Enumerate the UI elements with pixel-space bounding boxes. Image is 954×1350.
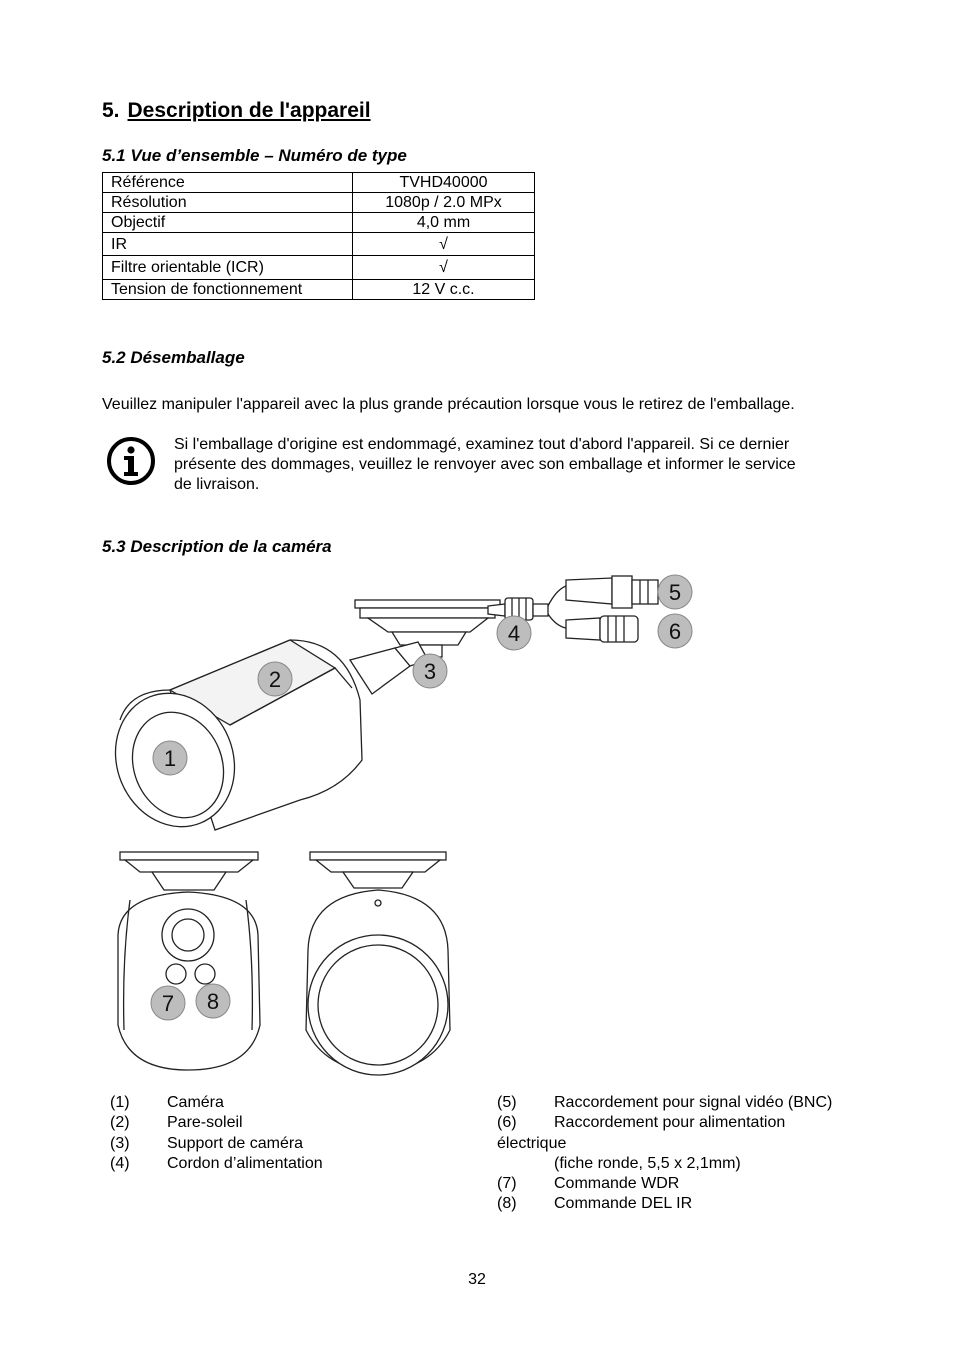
callout-4-label: 4 bbox=[507, 621, 521, 646]
list-item bbox=[497, 1154, 877, 1174]
callout-6-label: 6 bbox=[668, 619, 682, 644]
legend-text: Pare-soleil bbox=[167, 1114, 243, 1132]
spec-label: Référence bbox=[103, 173, 353, 193]
list-item bbox=[110, 1113, 450, 1133]
list-item bbox=[110, 1093, 450, 1113]
legend-number: (4) bbox=[110, 1154, 130, 1172]
callout-3-label: 3 bbox=[423, 659, 437, 684]
legend-left bbox=[110, 1093, 450, 1174]
subsection-5-2-title: 5.2 Désemballage bbox=[102, 348, 245, 367]
subsection-5-3-title: 5.3 Description de la caméra bbox=[102, 537, 332, 556]
spec-label: Tension de fonctionnement bbox=[103, 280, 353, 300]
spec-label: Résolution bbox=[103, 193, 353, 213]
legend-text: Raccordement pour alimentation bbox=[554, 1114, 786, 1132]
list-item bbox=[110, 1134, 450, 1154]
note-line: Si l'emballage d'origine est endommagé, examinez tout d'abord l'appareil. Si ce dernier bbox=[174, 436, 790, 453]
list-item bbox=[497, 1134, 877, 1154]
legend-text: électrique bbox=[497, 1134, 567, 1152]
callout-7-label: 7 bbox=[161, 991, 175, 1016]
spec-label: IR bbox=[103, 233, 353, 256]
legend-number: (3) bbox=[110, 1134, 130, 1152]
spec-label: Filtre orientable (ICR) bbox=[103, 256, 353, 280]
spec-value: √ bbox=[353, 233, 535, 256]
page-number: 32 bbox=[468, 1271, 486, 1288]
spec-label: Objectif bbox=[103, 213, 353, 233]
list-item bbox=[497, 1174, 877, 1194]
callout-1-label: 1 bbox=[163, 746, 177, 771]
section-number: 5. bbox=[102, 99, 120, 122]
note-line: présente des dommages, veuillez le renvoyer avec son emballage et informer le service bbox=[174, 456, 796, 473]
callout-5-label: 5 bbox=[668, 580, 682, 605]
legend-text: Commande WDR bbox=[554, 1175, 680, 1193]
subsection-5-1-title: 5.1 Vue d’ensemble – Numéro de type bbox=[102, 146, 407, 165]
front-view-drawing bbox=[118, 852, 260, 1070]
legend-text: Commande DEL IR bbox=[554, 1195, 693, 1213]
legend-text: Cordon d’alimentation bbox=[167, 1154, 323, 1172]
list-item bbox=[497, 1093, 877, 1113]
spec-value: TVHD40000 bbox=[353, 173, 535, 193]
list-item bbox=[497, 1113, 877, 1133]
section-title: Description de l'appareil bbox=[127, 99, 371, 122]
unpacking-text: Veuillez manipuler l'appareil avec la plus grande précaution lorsque vous le retirez de l'emballage. bbox=[102, 396, 795, 413]
legend-number: (2) bbox=[110, 1114, 130, 1132]
spec-value: √ bbox=[353, 256, 535, 280]
legend-number: (5) bbox=[497, 1094, 517, 1111]
legend-right bbox=[497, 1093, 877, 1215]
camera-body-drawing bbox=[96, 640, 362, 845]
list-item bbox=[110, 1154, 450, 1174]
mount-plate-top bbox=[355, 600, 500, 657]
legend-text: (fiche ronde, 5,5 x 2,1mm) bbox=[554, 1154, 741, 1172]
legend-text: Support de caméra bbox=[167, 1134, 304, 1152]
spec-value: 12 V c.c. bbox=[353, 280, 535, 300]
rear-view-drawing bbox=[306, 852, 450, 1075]
callout-2-label: 2 bbox=[268, 667, 282, 692]
list-item bbox=[497, 1194, 877, 1214]
legend-number: (7) bbox=[497, 1175, 517, 1193]
legend-text: Raccordement pour signal vidéo (BNC) bbox=[554, 1094, 833, 1111]
spec-value: 4,0 mm bbox=[353, 213, 535, 233]
callout-8-label: 8 bbox=[206, 989, 220, 1014]
legend-number: (8) bbox=[497, 1195, 517, 1213]
legend-text: Caméra bbox=[167, 1094, 224, 1111]
spec-value: 1080p / 2.0 MPx bbox=[353, 193, 535, 213]
note-line: de livraison. bbox=[174, 476, 260, 493]
legend-number: (1) bbox=[110, 1094, 130, 1111]
legend-number: (6) bbox=[497, 1114, 517, 1132]
